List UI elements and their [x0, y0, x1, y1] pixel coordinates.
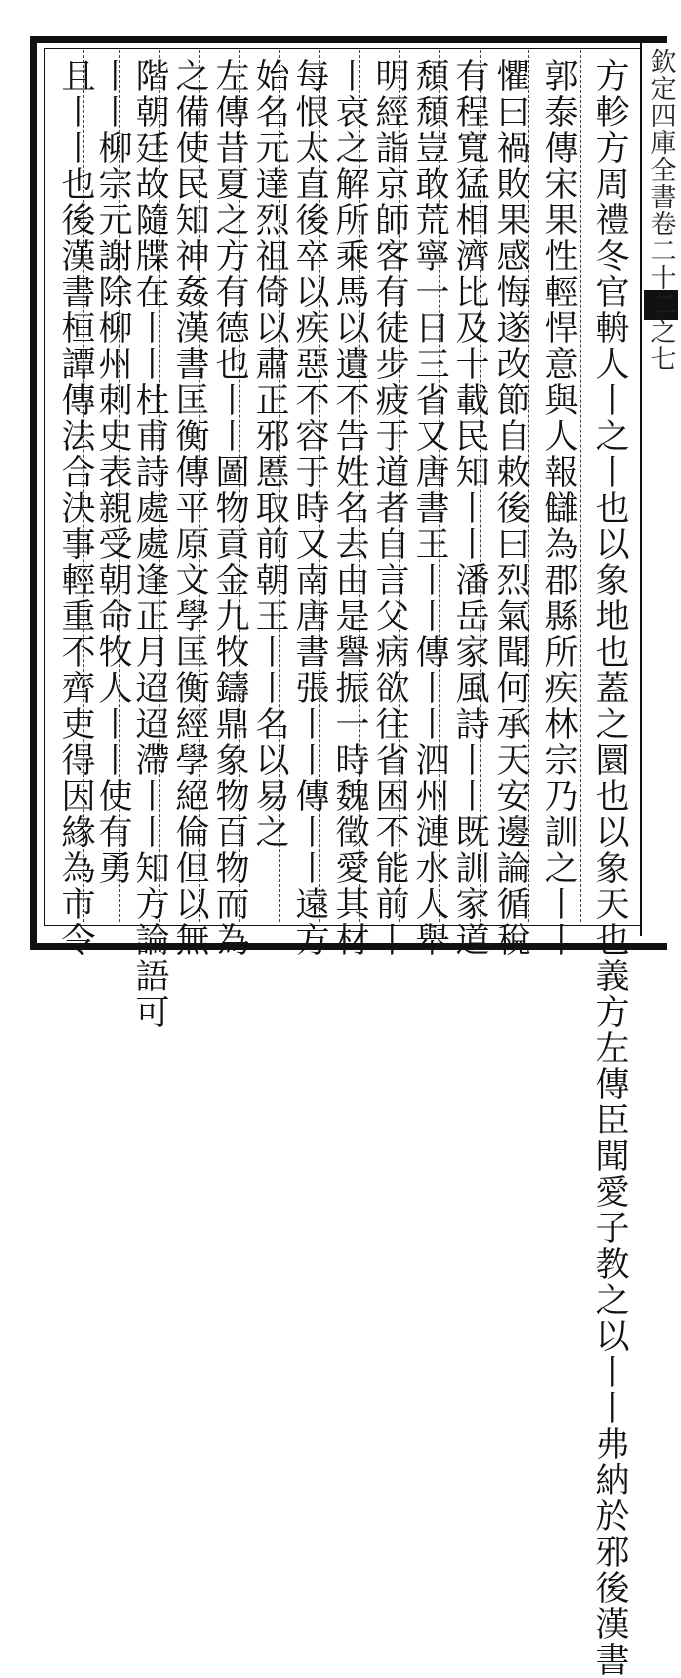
- page-margin-title: 欽定四庫全書卷二十二之七: [646, 48, 676, 372]
- text-column-2: 郭泰傳宋果性輕悍意與人報讎為郡縣所疾林宗乃訓之丨丨: [538, 58, 578, 958]
- text-column-4: 有程寬猛相濟比及十載民知丨丨潘岳家風詩丨丨既訓家道: [449, 58, 489, 958]
- text-column-10: 左傳昔夏之方有德也丨丨圖物貢金九牧鑄鼎象物百物而為: [209, 58, 249, 958]
- text-column-12: 階朝廷故隨牒在丨丨杜甫詩處處逢正月迢迢滯丨丨知方論語可: [129, 58, 169, 1030]
- text-column-1: 方軫方周禮冬官輈人丨之丨也以象地也蓋之圜也以象天也義方左傳臣聞愛子教之以丨丨弗納於邪後漢書: [589, 58, 629, 1678]
- text-column-8: 每恨太直後卒以疾惡不容于時又南唐書張丨丨傳丨丨遠方: [289, 58, 329, 958]
- text-column-11: 之備使民知神姦漢書匡衡傳平原文學匡衡經學絕倫但以無: [169, 58, 209, 958]
- text-column-13: 丨丨柳宗元謝除柳州刺史表親受朝命牧人丨丨使有勇: [92, 58, 132, 886]
- text-column-14: 且丨丨也後漢書桓譚傳法合決事輕重不齊吏得因緣為市令: [55, 58, 95, 958]
- text-column-3: 懼曰禍敗果感悔遂改節自敕後曰烈氣聞何承天安邊論循稅: [490, 58, 530, 958]
- text-column-9: 始名元達烈祖倚以肅正邪慝取前朝王丨丨名以易之: [249, 58, 289, 850]
- text-column-6: 明經詣京師客有徒步疲于道者自言父病欲往省困不能前丨: [369, 58, 409, 958]
- text-column-5: 頹頹豈敢荒寧一日三省又唐書王丨丨傳丨丨泗州漣水人舉: [409, 58, 449, 958]
- text-column-7: 丨哀之解所乘馬以遺不告姓名去由是譽振一時魏徵愛其材: [329, 58, 369, 958]
